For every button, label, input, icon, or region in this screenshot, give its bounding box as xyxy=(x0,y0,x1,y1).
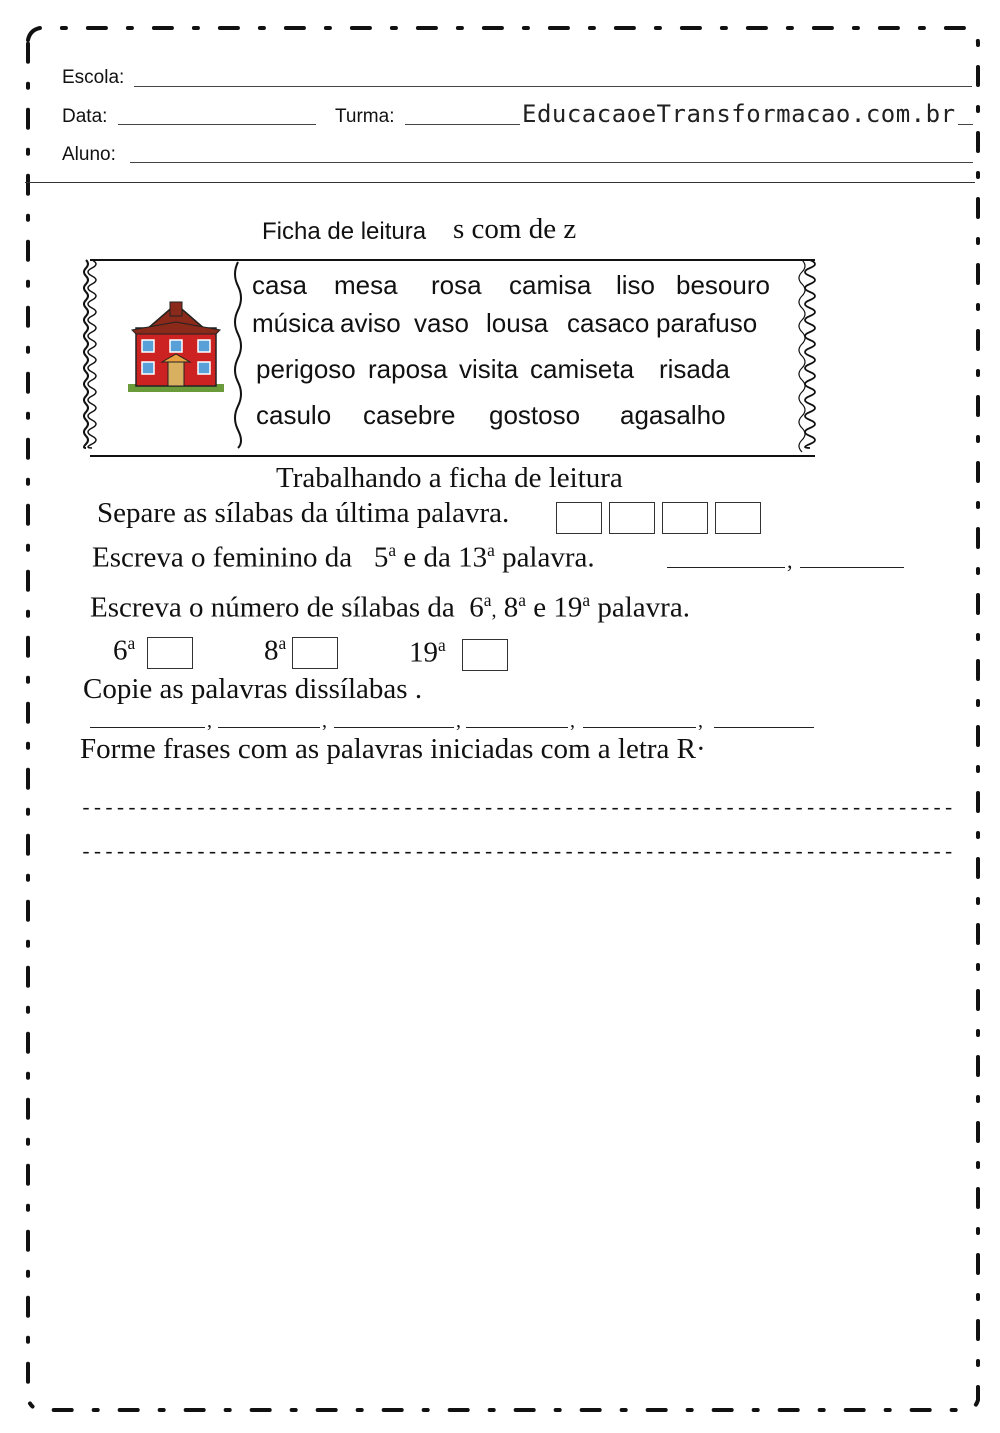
data-label: Data: xyxy=(62,106,108,127)
word-item: casulo xyxy=(256,400,332,430)
syllable-box-1[interactable] xyxy=(556,502,602,534)
comma: , xyxy=(698,710,703,732)
comma: , xyxy=(207,710,212,732)
label-6th-number: 6 xyxy=(113,634,128,667)
ordinal-mark: a xyxy=(487,540,495,560)
sentence-line-1[interactable]: ---------------------------------------------------------------------------- xyxy=(80,798,955,821)
sentence-line-2[interactable]: ---------------------------------------------------------------------------- xyxy=(80,842,955,865)
word-item: mesa xyxy=(334,270,398,300)
answer-blank-feminine-1[interactable] xyxy=(667,567,785,568)
word-item: liso xyxy=(616,270,656,300)
q3-ordinal-8: 8 xyxy=(503,591,519,624)
header-divider xyxy=(25,182,975,183)
comma: , xyxy=(787,548,793,573)
dissyllable-answer-blank[interactable] xyxy=(466,727,568,728)
comma: , xyxy=(322,710,327,732)
dissyllable-answer-blank[interactable] xyxy=(218,727,320,728)
ordinal-mark: a xyxy=(483,590,492,610)
turma-label: Turma: xyxy=(335,106,395,127)
word-item: casaco xyxy=(567,308,650,338)
question-1: Separe as sílabas da última palavra. xyxy=(97,497,510,529)
word-item: música xyxy=(252,308,335,338)
question-5: Forme frases com as palavras iniciadas com a letra R· xyxy=(80,733,706,765)
website-watermark: EducacaoeTransformacao.com.br xyxy=(522,100,956,128)
word-item: vaso xyxy=(414,308,469,338)
word-item: visita xyxy=(459,354,519,384)
word-item: parafuso xyxy=(656,308,758,338)
label-19th-number: 19 xyxy=(409,636,438,669)
word-item: besouro xyxy=(676,270,770,300)
sheet-title: Ficha de leitura xyxy=(262,218,427,245)
ordinal-mark: a xyxy=(518,590,526,610)
dissyllable-answer-blank[interactable] xyxy=(334,727,454,728)
ordinal-mark: a xyxy=(388,540,397,560)
syllable-count-6th[interactable] xyxy=(147,637,193,669)
word-item: raposa xyxy=(368,354,448,384)
ordinal-mark: a xyxy=(127,633,136,653)
q3-ordinal-19: e 19 xyxy=(533,591,583,624)
data-field[interactable] xyxy=(118,124,316,125)
dissyllable-answer-blank[interactable] xyxy=(583,727,696,728)
word-item: aviso xyxy=(340,308,401,338)
q2-ordinal-13: e da 13 xyxy=(403,541,488,574)
aluno-label: Aluno: xyxy=(62,144,116,165)
label-6th xyxy=(113,633,135,668)
word-item: risada xyxy=(659,354,730,384)
syllable-count-8th[interactable] xyxy=(292,637,338,669)
label-19th xyxy=(409,635,446,670)
comma: , xyxy=(570,710,575,732)
word-item: gostoso xyxy=(489,400,581,430)
syllable-count-19th[interactable] xyxy=(462,639,508,671)
word-item: agasalho xyxy=(620,400,726,430)
escola-field[interactable] xyxy=(134,86,972,87)
ordinal-mark: a xyxy=(438,635,446,655)
exercises-heading: Trabalhando a ficha de leitura xyxy=(276,462,623,494)
sheet-subtitle: s com de z xyxy=(453,213,577,245)
word-item: rosa xyxy=(431,270,482,300)
question-2-text: Escreva o feminino da xyxy=(92,541,353,574)
question-4: Copie as palavras dissílabas . xyxy=(83,673,423,705)
word-item: lousa xyxy=(486,308,549,338)
syllable-box-2[interactable] xyxy=(609,502,655,534)
red-house-icon xyxy=(126,300,226,395)
comma: , xyxy=(456,710,461,732)
ordinal-mark: a xyxy=(582,590,591,610)
escola-label: Escola: xyxy=(62,67,125,88)
dissyllable-answer-blank[interactable] xyxy=(714,727,814,728)
q3-end: palavra. xyxy=(597,591,690,624)
word-item: perigoso xyxy=(256,354,356,384)
question-3 xyxy=(90,590,690,625)
label-8th-number: 8 xyxy=(264,634,279,667)
q3-ordinal-6: 6 xyxy=(469,591,484,624)
word-item: casebre xyxy=(363,400,456,430)
aluno-field[interactable] xyxy=(130,162,973,163)
q2-end: palavra. xyxy=(502,541,595,574)
comma: , xyxy=(491,599,497,622)
word-item: casa xyxy=(252,270,307,300)
label-8th xyxy=(264,633,286,668)
word-item: camiseta xyxy=(530,354,635,384)
dissyllable-answer-blank[interactable] xyxy=(90,727,205,728)
syllable-box-3[interactable] xyxy=(662,502,708,534)
question-3-text: Escreva o número de sílabas da xyxy=(90,591,455,624)
word-item: camisa xyxy=(509,270,592,300)
ordinal-mark: a xyxy=(278,633,287,653)
question-2 xyxy=(92,540,595,575)
syllable-box-4[interactable] xyxy=(715,502,761,534)
answer-blank-feminine-2[interactable] xyxy=(800,567,904,568)
q2-ordinal-5: 5 xyxy=(373,541,389,574)
